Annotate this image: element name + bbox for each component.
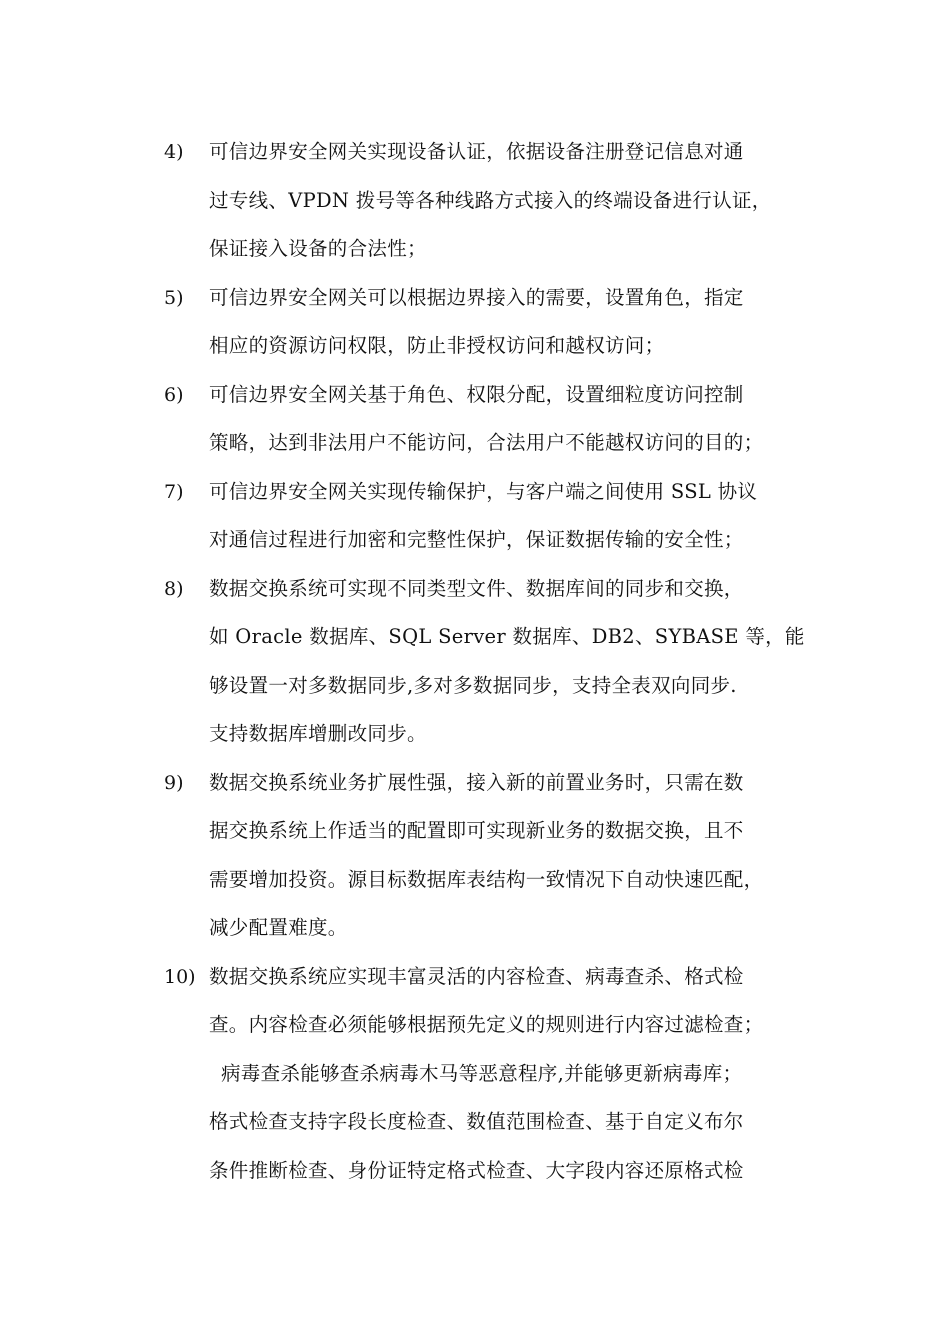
list-item: [164, 759, 824, 953]
paragraph-line: 据交换系统上作适当的配置即可实现新业务的数据交换，且不: [209, 819, 744, 842]
list-item-number: 7): [164, 480, 184, 503]
paragraph-line: 条件推断检查、身份证特定格式检查、大字段内容还原格式检: [209, 1158, 744, 1182]
paragraph-line: 对通信过程进行加密和完整性保护，保证数据传输的安全性；: [209, 528, 744, 551]
paragraph-line: 需要增加投资。源目标数据库表结构一致情况下自动快速匹配，: [209, 867, 764, 891]
paragraph-line: 可信边界安全网关实现设备认证，依据设备注册登记信息对通: [209, 140, 744, 163]
list-item: [164, 565, 824, 759]
paragraph-line: 格式检查支持字段长度检查、数值范围检查、基于自定义布尔: [209, 1110, 744, 1133]
paragraph-line: 过专线、VPDN 拨号等各种线路方式接入的终端设备进行认证，: [209, 188, 772, 212]
paragraph-line: 支持数据库增删改同步。: [209, 722, 427, 745]
list-item: [164, 371, 824, 468]
list-item-number: 4): [164, 141, 184, 163]
list-item-number: 10): [164, 965, 196, 988]
list-item: [164, 274, 824, 371]
paragraph-line: 可信边界安全网关实现传输保护，与客户端之间使用 SSL 协议: [209, 479, 758, 503]
paragraph-line: 查。内容检查必须能够根据预先定义的规则进行内容过滤检查；: [209, 1013, 764, 1036]
paragraph-line: 数据交换系统可实现不同类型文件、数据库间的同步和交换，: [209, 576, 744, 600]
list-item-number: 5): [164, 286, 184, 309]
numbered-list: [164, 128, 824, 1195]
paragraph-line: 相应的资源访问权限，防止非授权访问和越权访问；: [209, 334, 665, 357]
paragraph-line: 数据交换系统应实现丰富灵活的内容检查、病毒查杀、格式检: [209, 964, 744, 988]
list-item-number: 8): [164, 577, 184, 600]
paragraph-line: 可信边界安全网关可以根据边界接入的需要，设置角色，指定: [209, 285, 744, 309]
paragraph-line: 够设置一对多数据同步,多对多数据同步，支持全表双向同步.: [209, 673, 737, 697]
paragraph-line: 病毒查杀能够查杀病毒木马等恶意程序,并能够更新病毒库；: [221, 1061, 743, 1085]
list-item: [164, 468, 824, 565]
paragraph-line: 保证接入设备的合法性；: [209, 237, 427, 260]
list-item-number: 9): [164, 771, 184, 794]
paragraph-line: 数据交换系统业务扩展性强，接入新的前置业务时，只需在数: [209, 770, 744, 794]
list-item-number: 6): [164, 383, 184, 406]
list-item: [164, 953, 824, 1196]
paragraph-line: 可信边界安全网关基于角色、权限分配，设置细粒度访问控制: [209, 382, 744, 406]
paragraph-line: 减少配置难度。: [209, 916, 348, 939]
paragraph-line: 策略，达到非法用户不能访问，合法用户不能越权访问的目的；: [209, 431, 764, 454]
list-item: [164, 128, 824, 274]
paragraph-line: 如 Oracle 数据库、SQL Server 数据库、DB2、SYBASE 等，能: [209, 625, 805, 648]
